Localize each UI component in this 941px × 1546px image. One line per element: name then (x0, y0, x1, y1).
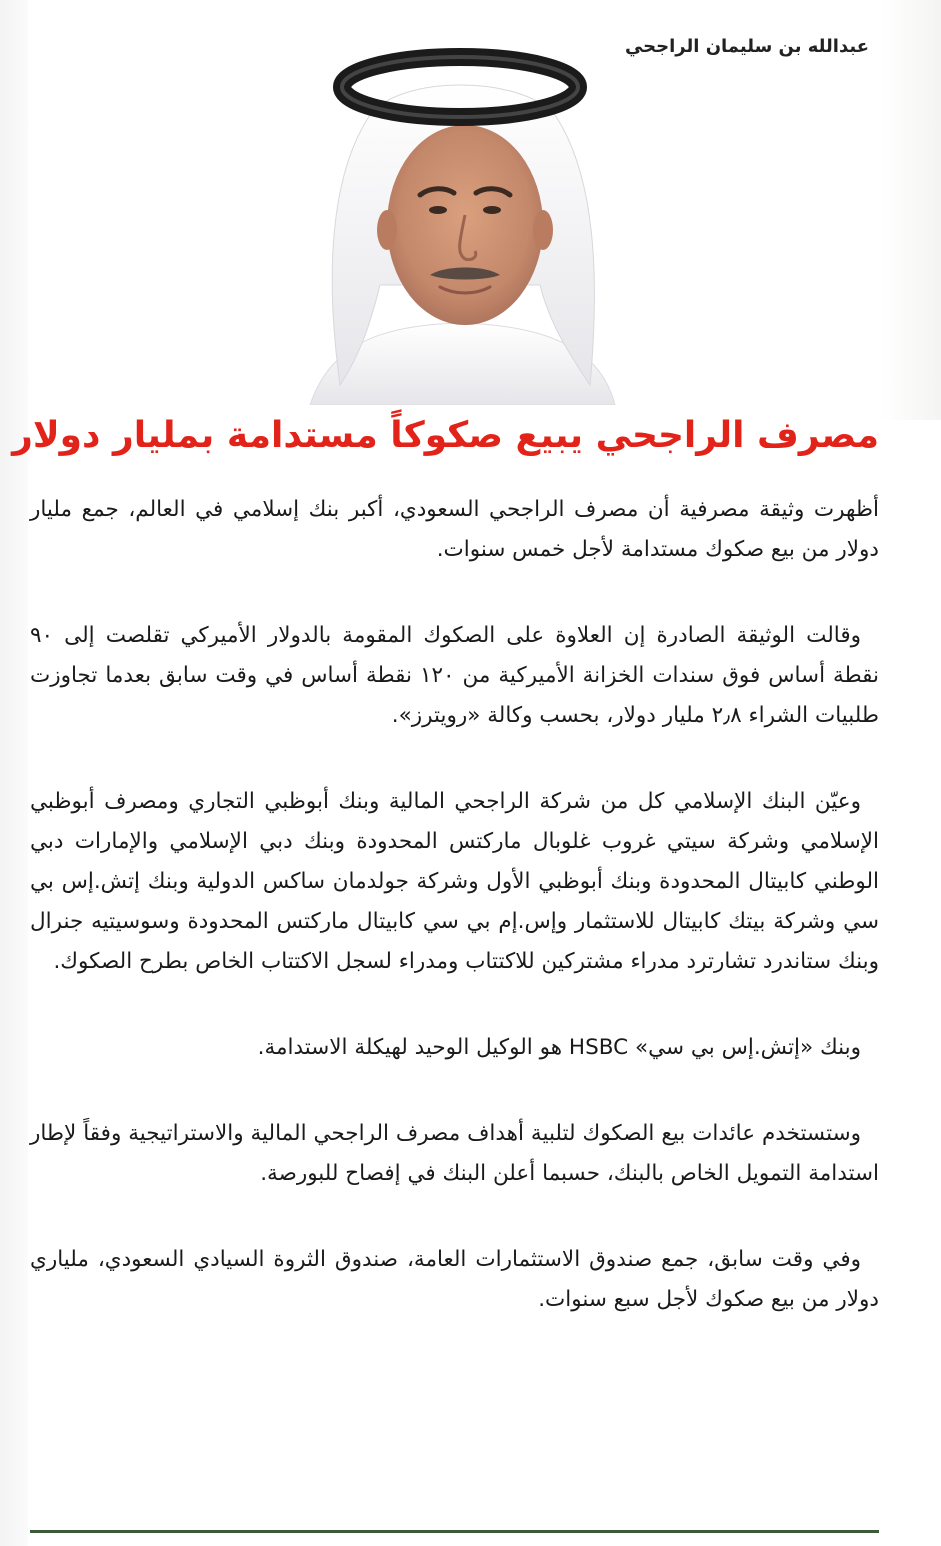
paragraph: وقالت الوثيقة الصادرة إن العلاوة على الصكوك المقومة بالدولار الأميركي تقلصت إلى ٩٠ نقطة أساس فوق سندات الخزانة الأميركية من ١٢٠ نقطة أساس في وقت سابق بعدما تجاوزت طلبيات الشراء ٢٫٨ مليار دولار، بحسب وكالة «رويترز». (30, 623, 879, 728)
paragraph: وفي وقت سابق، جمع صندوق الاستثمارات العامة، صندوق الثروة السيادي السعودي، ملياري دولار من بيع صكوك لأجل سبع سنوات. (30, 1247, 879, 1312)
photo-caption: عبدالله بن سليمان الراجحي (624, 36, 869, 57)
paragraph: وعيّن البنك الإسلامي كل من شركة الراجحي المالية وبنك أبوظبي التجاري ومصرف أبوظبي الإسلامي وشركة سيتي غروب غلوبال ماركتس المحدودة وبنك دبي الإسلامي والإمارات دبي الوطني كابيتال المحدودة وبنك أبوظبي الأول وشركة جولدمان ساكس الدولية وبنك إتش.إس بي سي وشركة بيتك كابيتال للاستثمار وإس.إم بي سي كابيتال ماركتس المحدودة وسوسيتيه جنرال وبنك ستاندرد تشارترد مدراء مشتركين للاكتتاب ومدراء لسجل الاكتتاب الخاص بطرح الصكوك. (30, 789, 879, 974)
paragraph: وبنك «إتش.إس بي سي» HSBC هو الوكيل الوحيد لهيكلة الاستدامة. (257, 1035, 861, 1060)
background-texture (881, 0, 941, 420)
page-edge-strip (0, 0, 28, 1546)
article-body (30, 490, 879, 1366)
bottom-rule (30, 1530, 879, 1533)
paragraph: وستستخدم عائدات بيع الصكوك لتلبية أهداف مصرف الراجحي المالية والاستراتيجية وفقاً لإطار استدامة التمويل الخاص بالبنك، حسبما أعلن البنك في إفصاح للبورصة. (30, 1121, 879, 1186)
paragraph: أظهرت وثيقة مصرفية أن مصرف الراجحي السعودي، أكبر بنك إسلامي في العالم، جمع مليار دولار من بيع صكوك مستدامة لأجل خمس سنوات. (30, 497, 879, 562)
portrait-photo (270, 25, 650, 405)
article-headline: مصرف الراجحي يبيع صكوكاً مستدامة بمليار دولار (12, 415, 879, 456)
